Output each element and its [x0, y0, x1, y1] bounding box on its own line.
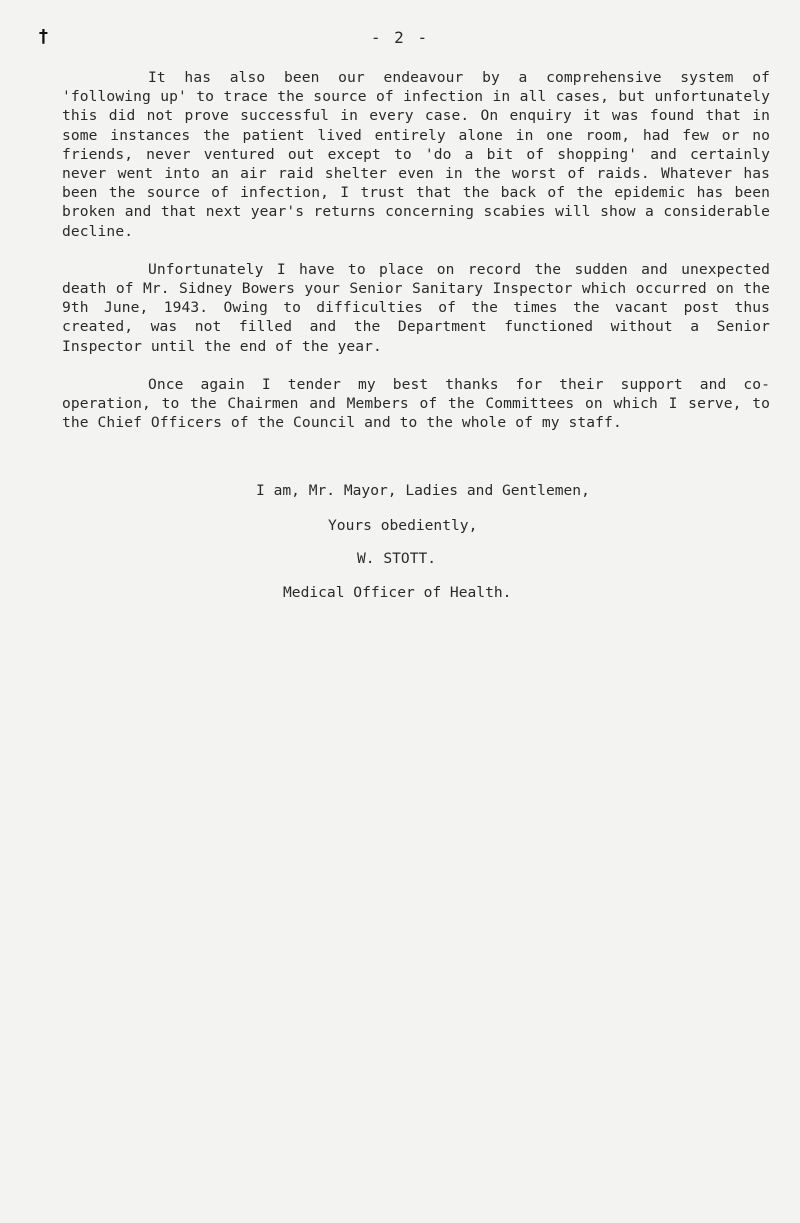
paragraph-inspector-death: Unfortunately I have to place on record the sudden and unexpected death of Mr. Sidney Bowers your Senior Sanitary Inspector which occurred on the 9th June, 1943. Owing to difficulties of the times the vacant post thus created, was not filled and the Department functioned without a Senior Inspector until the end of the year.	[62, 260, 770, 355]
paragraph-follow-up: It has also been our endeavour by a comprehensive system of 'following up' to trace the source of infection in all cases, but unfortunately this did not prove successful in every case. On enquiry it was found that in some instances the patient lived entirely alone in one room, had few or no friends, never ventured out except to 'do a bit of shopping' and certainly never went into an air raid shelter even in the worst of raids. Whatever has been the source of infection, I trust that the back of the epidemic has been broken and that next year's returns concerning scabies will show a considerable decline.	[62, 69, 770, 240]
report-body	[62, 68, 770, 451]
closing-salutation: I am, Mr. Mayor, Ladies and Gentlemen,	[256, 482, 590, 499]
closing-valediction: Yours obediently,	[328, 517, 478, 534]
paragraph-thanks: Once again I tender my best thanks for their support and co-operation, to the Chairmen and Members of the Committees on which I serve, to the Chief Officers of the Council and to the whole of my staff.	[62, 375, 770, 432]
signatory-title: Medical Officer of Health.	[283, 584, 512, 601]
corner-mark: †	[38, 26, 49, 47]
page-number: - 2 -	[370, 28, 430, 47]
signature-name: W. STOTT.	[357, 550, 437, 567]
